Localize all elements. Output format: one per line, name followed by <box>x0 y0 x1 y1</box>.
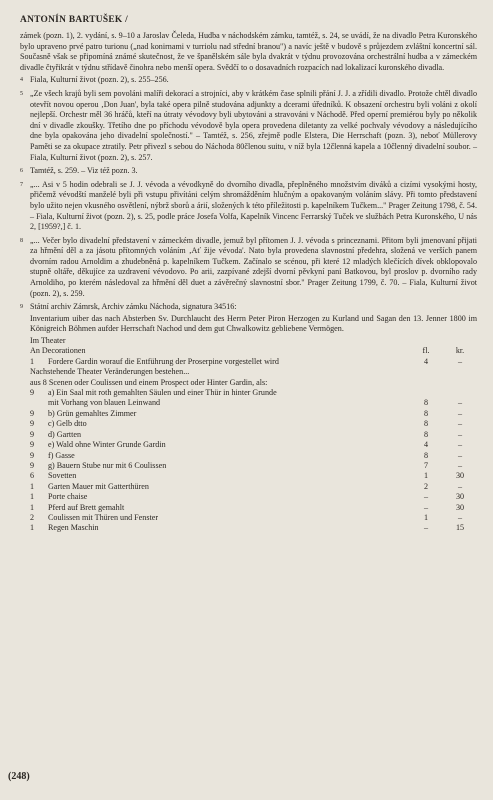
page-number: (248) <box>8 771 30 782</box>
inventory-cell-kr: – <box>457 408 463 418</box>
inventory-cell-desc: Coulissen mit Thüren und Fenster <box>48 512 159 522</box>
inventory-cell-qty: 9 <box>30 460 35 470</box>
inventory-cell-fl: 4 <box>423 440 429 450</box>
footnote-text: Tamtéž, s. 259. – Viz též pozn. 3. <box>30 166 138 176</box>
inventory-cell-desc: Garten Mauer mit Gatterthüren <box>48 481 149 491</box>
inventory-cell-kr: 30 <box>455 502 465 512</box>
inventory-cell-fl: 1 <box>423 471 429 481</box>
inventory-cell-desc: Regen Maschin <box>48 523 99 533</box>
inventory-row <box>30 471 477 481</box>
inventory-cell-desc: e) Wald ohne Winter Grunde Gardin <box>48 440 166 450</box>
inventory-cell-fl: 1 <box>423 512 429 522</box>
footnote-text: Státní archiv Zámrsk, Archiv zámku Náchoda, signatura 34516: <box>30 302 237 312</box>
footnote-number: 8 <box>20 237 23 244</box>
inventory-row <box>30 461 477 471</box>
inventory-cell-fl: 8 <box>423 450 429 460</box>
inventory-cell-qty <box>30 398 48 408</box>
footnote-number: 9 <box>20 304 23 311</box>
inventory-rows <box>30 388 477 534</box>
footnote-text: „... Večer bylo divadelní představení v zámeckém divadle, jemuž byl přítomen J. J. vévoda s princeznami. Přitom byli jmenovaní přijati za hřmění děl a za jásotu přítomných voláním ‚Ať žije vévoda'. Nato byla provedena slavnostní předehra, složená ve verších panem dvorním radou Arnoldim a zhudebněná p. kapelníkem Tučkem. Začínalo se scénou, při které 12 mladých klečících dívek obklopovalo stupně oltáře, děkujíce za uzdravení vévodovo. Po arii, zazpívané zdejší dvorní pěvkyní paní Batkovou, byl proslov p. dvorního rady Arnoldiho, po kterém následoval za hřmění děl duet a závěrečný slavnostní sbor." Prager Zeitung 1799, č. 70. – Fiala, Kulturní život (pozn. 2), s. 259. <box>30 235 477 298</box>
inventory-subheading: aus 8 Scenen oder Coulissen und einem Prospect oder Hinter Gardin, als: <box>30 377 268 387</box>
inventory-row <box>30 523 477 533</box>
footnote-9 <box>20 302 477 534</box>
footnote-text: Fiala, Kulturní život (pozn. 2), s. 255–256. <box>30 75 169 85</box>
footnote-text: „... Asi v 5 hodin odebrali se J. J. vévoda a vévodkyně do dvorního divadla, přeplněného množstvím diváků a cizími vysokými hosty, přičemž vévodští manželé byli při vstupu přivítáni celým shromážděním hlučným a opakovaným voláním slávy. Při tomto představení bylo užito nejen vkusného osvětlení, nýbrž sborů a árií, složených k této příležitosti p. kapelníkem Tučkem..." Prager Zeitung 1798, č. 54. – Fiala, Kulturní život (pozn. 2), s. 25, podle práce Josefa Volfa, Kapelník Vincenc Ferrarský Tuček ve službách Petra Kuronského, U nás 2, [1959?,] č. 1. <box>30 179 477 232</box>
inventory-cell-kr: – <box>457 450 463 460</box>
footnote-4 <box>20 75 477 87</box>
inventory-cell-qty: 9 <box>30 388 35 398</box>
inventory-cell-fl: 8 <box>423 398 429 408</box>
inventory-cell-kr <box>443 388 477 398</box>
footnote-number: 5 <box>20 90 23 97</box>
inventory-cell-kr: – <box>457 429 463 439</box>
footnote-text: „Ze všech krajů byli sem povoláni malíři dekorací a strojníci, aby v krátkém čase splnili přání J. J. a zřídili divadlo. Protože chtěl divadlo otevřít novou operou ‚Don Juan', byla také opera pilně studována adjunkty a dcerami úředníků. K obsazení orchestru byli voláni z okolí nejlepší. Orchestr měl 36 hráčů, kteří na útraty vévodovy byli ubytováni a stravováni v Náchodě. Před operní premiérou byly po několik dní v divadle zkoušky. Třetího dne po příchodu vévodově byla opera provedena diletanty za velké pochvaly vévodovy a následujícího dne byla opakována jeho divadelní společností." – Tamtéž, s. 256, zřejmě podle Elstera, Die Herrschaft (pozn. 3), neboť Müllerovy Paměti se za okupace ztratily. Petr přivezl s sebou do Náchoda 80členou suitu, v níž byla 12členná kapela a 10členný divadelní soubor. – Fiala, Kulturní život (pozn. 2), s. 257. <box>30 88 477 162</box>
inventory-cell-kr: – <box>457 398 463 408</box>
inventory-cell-kr: – <box>457 440 463 450</box>
inventory-cell-qty: 2 <box>30 512 35 522</box>
inventory-row <box>30 430 477 440</box>
inventory-row <box>30 513 477 523</box>
inventory-cell-kr: 30 <box>455 492 465 502</box>
inventory-subheading: Nachstehende Theater Veränderungen bestehen... <box>30 367 190 377</box>
footnote-number: 4 <box>20 77 23 84</box>
inventory-cell-qty: 9 <box>30 408 35 418</box>
inventory-intro: Inventarium uiber das nach Absterben Sv. Durchlaucht des Herrn Peter Piron Herzogen zu Kurland und Sagan den 13. Jenner 1800 im Königreich Böhmen aufder Herrschaft Nachod und dem gut Chwalkowitz gebliebene Vermögen. <box>30 313 477 334</box>
inventory-cell-desc: c) Gelb dtto <box>48 419 87 429</box>
inventory-row <box>30 388 477 398</box>
inventory-cell-kr: – <box>457 419 463 429</box>
inventory-cell-qty: 1 <box>30 481 35 491</box>
inventory-cell-fl: 8 <box>423 408 429 418</box>
inventory-cell-kr: 30 <box>455 471 465 481</box>
inventory-cell-qty: 9 <box>30 419 35 429</box>
inventory-cell-qty: 1 <box>30 523 35 533</box>
inventory-cell-kr: 15 <box>455 523 465 533</box>
inventory-cell-fl: – <box>423 502 429 512</box>
inventory-cell-qty: 9 <box>30 450 35 460</box>
inventory-cell-fl: 8 <box>423 419 429 429</box>
footnote-5 <box>20 89 477 164</box>
inventory-heading-theater: Im Theater <box>30 336 66 346</box>
footnote-number: 7 <box>20 181 23 188</box>
inventory-cell-fl <box>409 388 443 398</box>
inventory-cell-desc: a) Ein Saal mit roth gemahlten Säulen und einer Thür in hinter Grunde <box>48 388 277 398</box>
inventory-cell-desc: Pferd auf Brett gemahlt <box>48 502 125 512</box>
footnote-number: 6 <box>20 168 23 175</box>
inventory-cell-fl: 8 <box>423 429 429 439</box>
inventory-row <box>30 440 477 450</box>
inventory-cell-desc: mit Vorhang von blauen Leinwand <box>48 398 161 408</box>
inventory-row <box>30 409 477 419</box>
inventory-cell-kr: – <box>457 481 463 491</box>
inventory-row <box>30 398 477 408</box>
inventory-cell-desc: b) Grün gemahltes Zimmer <box>48 408 137 418</box>
inventory-cell-desc: d) Gartten <box>48 429 82 439</box>
inventory-cell-desc: Sovetten <box>48 471 77 481</box>
inventory-row <box>30 451 477 461</box>
inventory-cell-fl: – <box>423 523 429 533</box>
inventory-cell-fl: – <box>423 492 429 502</box>
inventory-cell-qty: 9 <box>30 429 35 439</box>
inventory-heading-decorations <box>30 346 477 356</box>
inventory-cell-qty: 1 <box>30 492 35 502</box>
running-head: ANTONÍN BARTUŠEK / <box>20 15 129 25</box>
inventory-cell-kr: – <box>457 512 463 522</box>
inventory-cell-desc: Porte chaise <box>48 492 88 502</box>
inventory-cell-desc: f) Gasse <box>48 450 75 460</box>
inventory-row <box>30 482 477 492</box>
inventory-cell-kr: – <box>457 460 463 470</box>
inventory-cell-fl: 2 <box>423 481 429 491</box>
inventory-row <box>30 492 477 502</box>
inventory-row <box>30 419 477 429</box>
column-header-fl: fl. <box>422 346 430 356</box>
decorations-label: An Decorationen <box>30 346 86 356</box>
continued-footnote: zámek (pozn. 1), 2. vydání, s. 9–10 a Jaroslav Čeleda, Hudba v náchodském zámku, tamtéž, s. 24, se uvádí, že na divadlo Petra Kuronského bylo upraveno prvé patro turionu („nad konirnami v turriolu nad střední branou") a navíc ještě v budově s průjezdem zvláštní koncertní sál. Současně však se připomíná známé skutečnost, že ve španělském sále byla dvakrát v týdnu provozována orchestrální hudba a v zámeckém divadle čtyřikrát v týdnu střídavě činohra nebo menší opera. Svědčí to o dosavadních rozpacích nad lokalizací kuronského divadla. <box>20 31 477 72</box>
inventory-cell-qty: 6 <box>30 471 35 481</box>
inventory-cell-desc: g) Bauern Stube nur mit 6 Coulissen <box>48 460 167 470</box>
footnote-6 <box>20 166 477 178</box>
inventory-row: 1 Fordere Gardin worauf die Entführung der Proserpine vorgestellet wird 4 – <box>30 356 463 366</box>
inventory-cell-qty: 9 <box>30 440 35 450</box>
footnote-7 <box>20 180 477 234</box>
column-header-kr: kr. <box>455 346 465 356</box>
inventory-row <box>30 503 477 513</box>
inventory-cell-fl: 7 <box>423 460 429 470</box>
inventory-cell-qty: 1 <box>30 502 35 512</box>
footnote-8 <box>20 236 477 301</box>
